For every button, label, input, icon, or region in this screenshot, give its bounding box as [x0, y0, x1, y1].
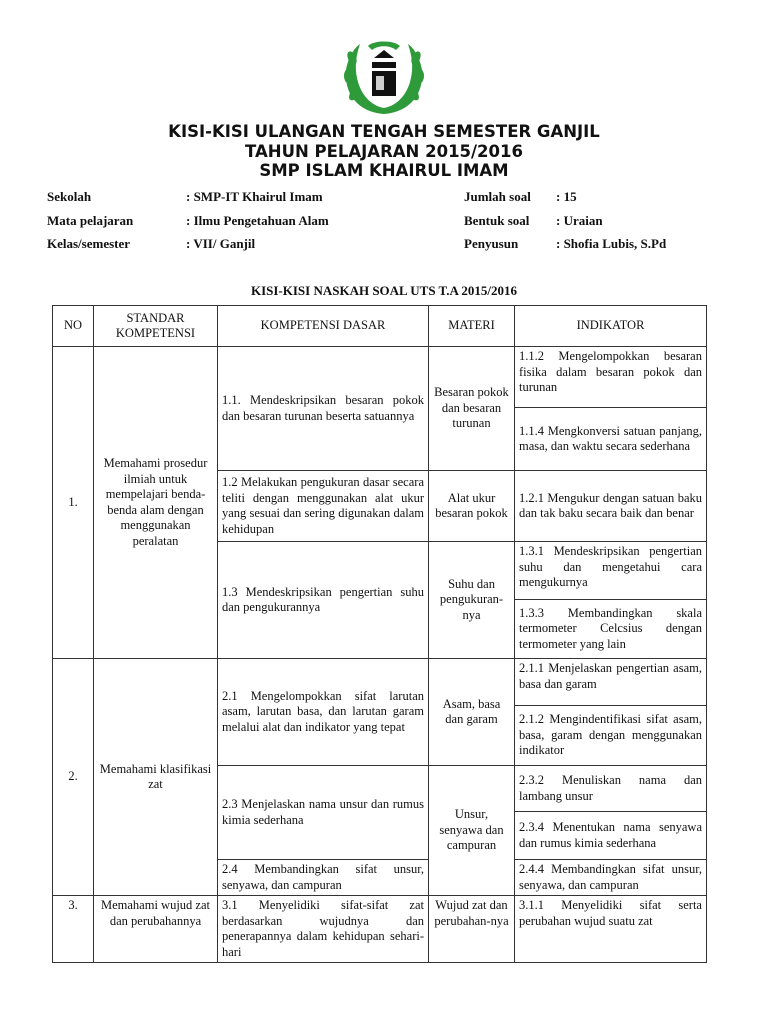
cell-no: 3. [53, 896, 94, 963]
cell-sk: Memahami wujud zat dan perubahannya [94, 896, 218, 963]
title-line: TAHUN PELAJARAN 2015/2016 [245, 141, 523, 161]
info-label: Bentuk soal [464, 212, 530, 228]
table-subtitle: KISI-KISI NASKAH SOAL UTS T.A 2015/2016 [250, 283, 518, 298]
kisi-kisi-table [52, 305, 707, 963]
header-indikator: INDIKATOR [515, 306, 707, 347]
cell-indikator: 1.3.3 Membandingkan skala termometer Celcsius dengan termometer yang lain [515, 600, 707, 659]
info-value: : SMP-IT Khairul Imam [186, 189, 323, 204]
cell-no: 2. [53, 659, 94, 896]
info-value: : Shofia Lubis, S.Pd [556, 236, 667, 251]
cell-indikator: 2.4.4 Membandingkan sifat unsur, senyawa, dan campuran [515, 860, 707, 896]
cell-kd: 2.1 Mengelompokkan sifat larutan asam, larutan basa, dan larutan garam melalui alat dan indikator yang tepat [218, 659, 429, 766]
cell-indikator: 2.1.2 Mengindentifikasi sifat asam, basa, garam dengan menggunakan indikator [515, 706, 707, 766]
info-value: : Ilmu Pengetahuan Alam [186, 212, 329, 228]
cell-kd: 2.3 Menjelaskan nama unsur dan rumus kimia sederhana [218, 766, 429, 860]
cell-materi: Asam, basa dan garam [429, 659, 515, 766]
cell-materi: Suhu dan pengukuran-nya [429, 542, 515, 659]
cell-kd: 1.3 Mendeskripsikan pengertian suhu dan pengukurannya [218, 542, 429, 659]
info-label: Jumlah soal [464, 189, 531, 204]
header-no: NO [53, 306, 94, 347]
cell-indikator: 3.1.1 Menyelidiki sifat serta perubahan wujud suatu zat [515, 896, 707, 963]
table-row [53, 659, 707, 706]
cell-indikator: 1.2.1 Mengukur dengan satuan baku dan tak baku secara baik dan benar [515, 471, 707, 542]
info-label: Kelas/semester [47, 236, 131, 251]
info-label: Mata pelajaran [47, 212, 134, 228]
table-row [53, 896, 707, 963]
school-logo [338, 36, 430, 118]
title-line: KISI-KISI ULANGAN TENGAH SEMESTER GANJIL [168, 122, 600, 141]
info-value: : 15 [556, 189, 577, 204]
cell-materi: Besaran pokok dan besaran turunan [429, 347, 515, 471]
cell-kd: 3.1 Menyelidiki sifat-sifat zat berdasarkan wujudnya dan penerapannya dalam kehidupan sehari-hari [218, 896, 429, 963]
info-left-values [186, 185, 329, 256]
cell-indikator: 2.3.2 Menuliskan nama dan lambang unsur [515, 766, 707, 812]
cell-indikator: 2.3.4 Menentukan nama senyawa dan rumus kimia sederhana [515, 812, 707, 860]
cell-kd: 1.2 Melakukan pengukuran dasar secara teliti dengan menggunakan alat ukur yang sesuai dan sering digunakan dalam kehidupan [218, 471, 429, 542]
info-right-labels [464, 185, 531, 256]
info-label: Sekolah [47, 189, 92, 204]
info-left-labels [47, 185, 133, 256]
info-value: : VII/ Ganjil [186, 236, 256, 251]
cell-sk: Memahami prosedur ilmiah untuk mempelajari benda-benda alam dengan menggunakan peralatan [94, 347, 218, 659]
info-right-values [556, 185, 666, 256]
info-value: : Uraian [556, 212, 603, 228]
header-kompetensi-dasar: KOMPETENSI DASAR [218, 306, 429, 347]
cell-kd: 2.4 Membandingkan sifat unsur, senyawa, dan campuran [218, 860, 429, 896]
cell-indikator: 2.1.1 Menjelaskan pengertian asam, basa dan garam [515, 659, 707, 706]
table-header-row [53, 306, 707, 347]
info-label: Penyusun [464, 236, 519, 251]
cell-sk: Memahami klasifikasi zat [94, 659, 218, 896]
cell-materi: Alat ukur besaran pokok [429, 471, 515, 542]
header-standar-kompetensi: STANDAR KOMPETENSI [94, 306, 218, 347]
header-materi: MATERI [429, 306, 515, 347]
cell-materi: Wujud zat dan perubahan-nya [429, 896, 515, 963]
document-title [0, 122, 768, 181]
cell-kd: 1.1. Mendeskripsikan besaran pokok dan besaran turunan beserta satuannya [218, 347, 429, 471]
cell-indikator: 1.1.4 Mengkonversi satuan panjang, masa, dan waktu secara sederhana [515, 408, 707, 471]
cell-indikator: 1.1.2 Mengelompokkan besaran fisika dalam besaran pokok dan turunan [515, 347, 707, 408]
cell-indikator: 1.3.1 Mendeskripsikan pengertian suhu dan mengetahui cara mengukurnya [515, 542, 707, 600]
table-row [53, 347, 707, 408]
cell-materi: Unsur, senyawa dan campuran [429, 766, 515, 896]
title-line: SMP ISLAM KHAIRUL IMAM [259, 161, 509, 180]
cell-no: 1. [53, 347, 94, 659]
